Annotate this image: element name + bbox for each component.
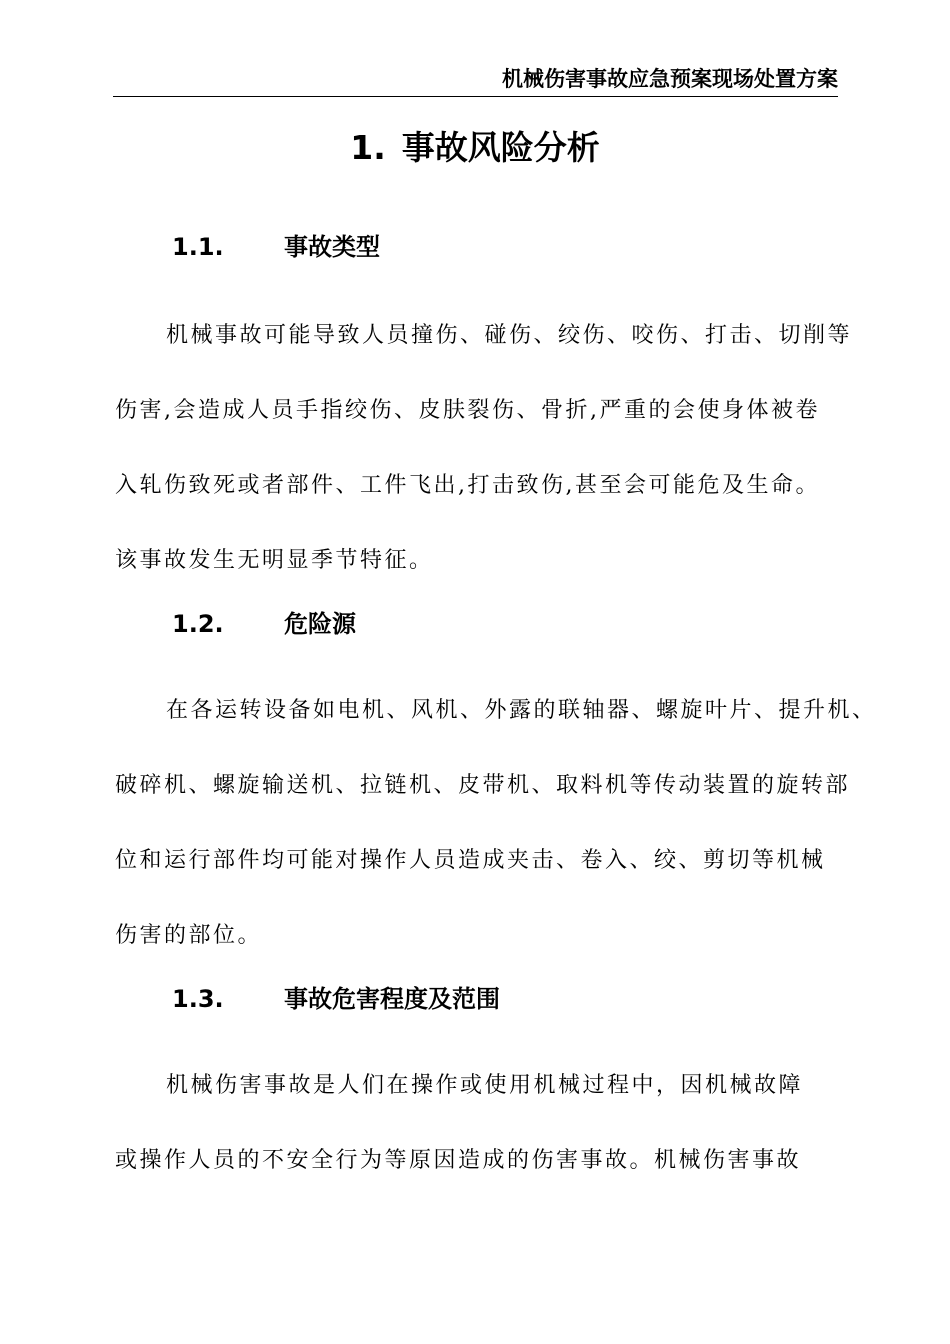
paragraph-line: 该事故发生无明显季节特征。 bbox=[115, 548, 434, 573]
section-heading-hazard-source bbox=[172, 607, 356, 641]
section-number: 1.2. bbox=[172, 610, 224, 638]
section-title: 事故类型 bbox=[284, 233, 380, 261]
paragraph-line: 伤害的部位。 bbox=[115, 923, 263, 948]
running-header bbox=[113, 62, 838, 97]
paragraph-line: 伤害,会造成人员手指绞伤、皮肤裂伤、骨折,严重的会使身体被卷 bbox=[115, 398, 820, 423]
paragraph-line: 位和运行部件均可能对操作人员造成夹击、卷入、绞、剪切等机械 bbox=[115, 848, 826, 873]
section-number: 1.1. bbox=[172, 233, 224, 261]
chapter-title-text: 事故风险分析 bbox=[401, 128, 600, 167]
chapter-title bbox=[0, 124, 950, 172]
paragraph-line: 或操作人员的不安全行为等原因造成的伤害事故。机械伤害事故 bbox=[115, 1148, 802, 1173]
paragraph-line: 在各运转设备如电机、风机、外露的联轴器、螺旋叶片、提升机、 bbox=[166, 698, 877, 723]
section-number: 1.3. bbox=[172, 985, 224, 1013]
section-heading-severity-scope bbox=[172, 982, 500, 1016]
paragraph-line: 破碎机、螺旋输送机、拉链机、皮带机、取料机等传动装置的旋转部 bbox=[115, 773, 851, 798]
paragraph-line: 机械伤害事故是人们在操作或使用机械过程中，因机械故障 bbox=[166, 1073, 804, 1098]
section-title: 危险源 bbox=[284, 610, 356, 638]
chapter-number: 1. bbox=[350, 128, 386, 167]
section-heading-accident-type bbox=[172, 230, 380, 264]
section-title: 事故危害程度及范围 bbox=[284, 985, 500, 1013]
paragraph-line: 机械事故可能导致人员撞伤、碰伤、绞伤、咬伤、打击、切削等 bbox=[166, 323, 853, 348]
running-header-title: 机械伤害事故应急预案现场处置方案 bbox=[502, 67, 838, 91]
paragraph-line: 入轧伤致死或者部件、工件飞出,打击致伤,甚至会可能危及生命。 bbox=[115, 473, 820, 498]
